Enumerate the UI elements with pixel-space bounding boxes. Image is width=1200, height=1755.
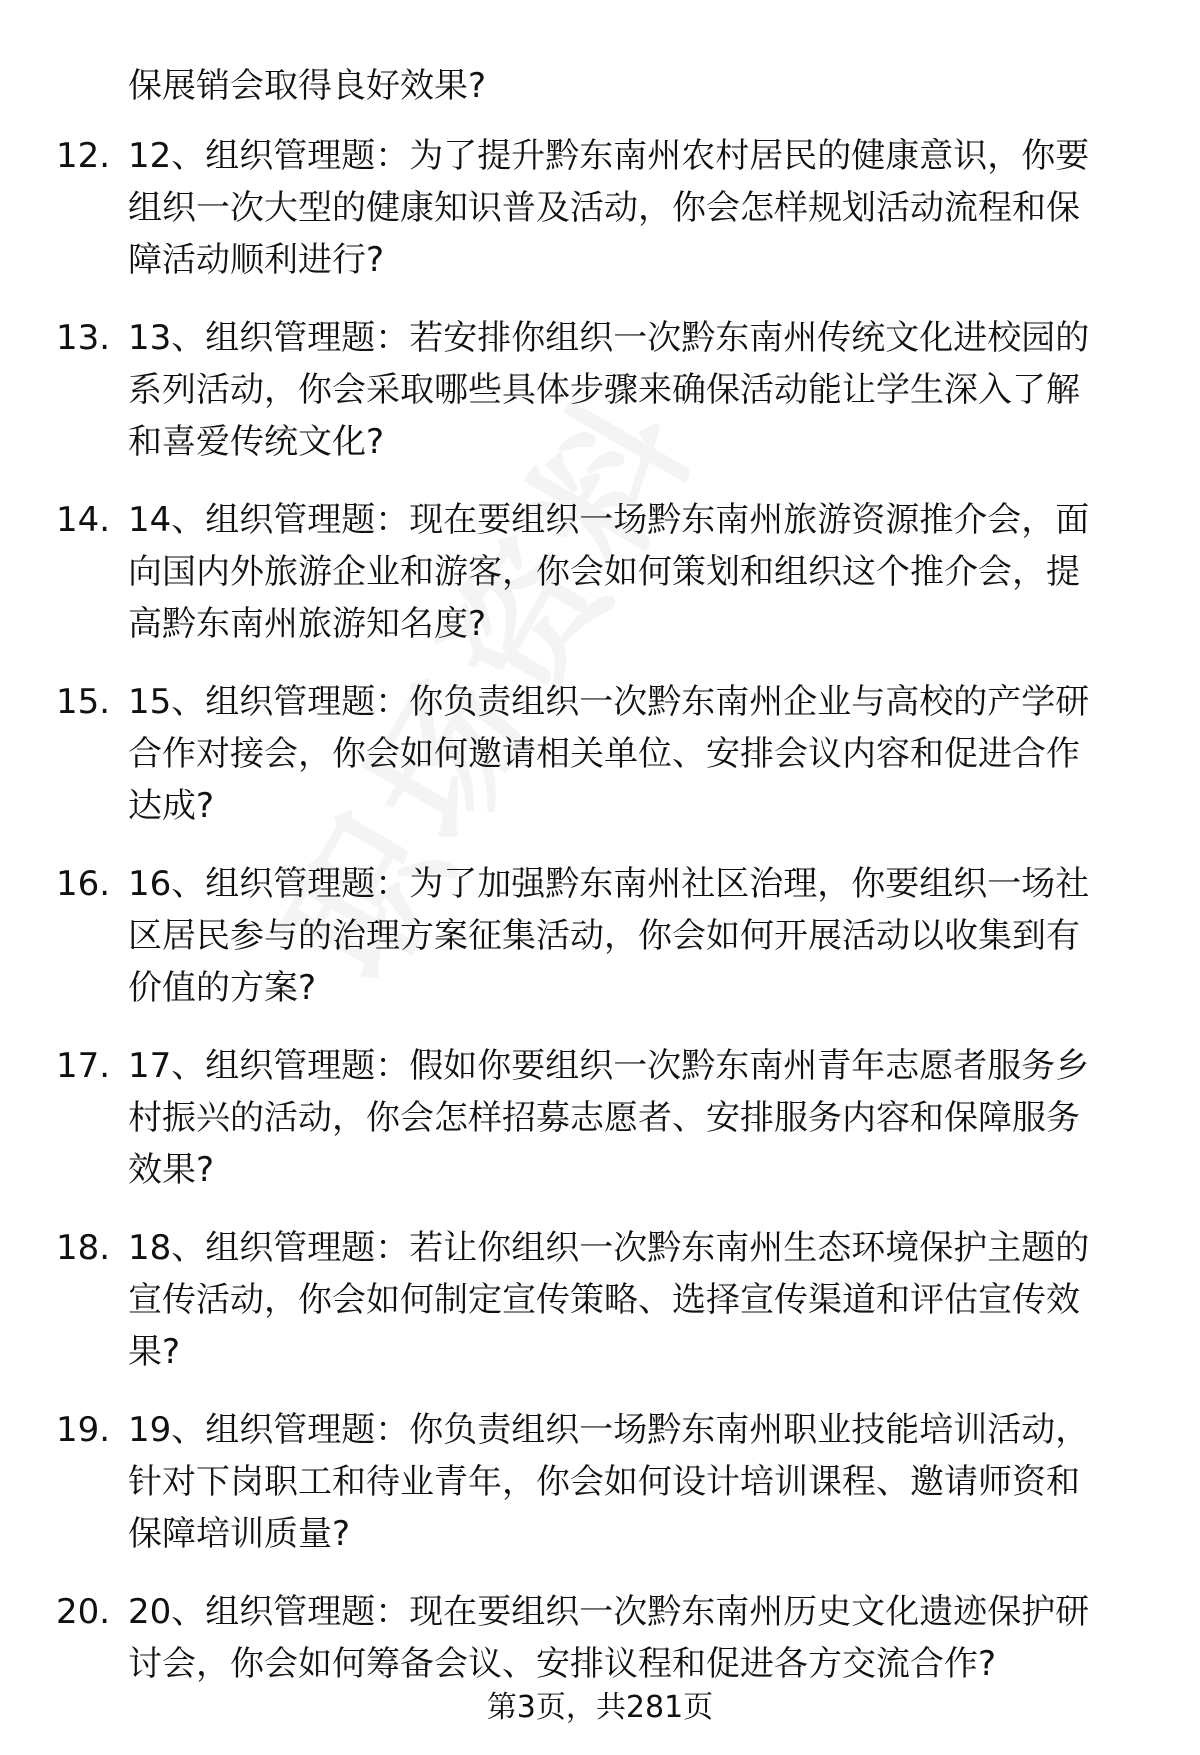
- question-line: 14、组织管理题：现在要组织一场黔东南州旅游资源推介会，面: [128, 500, 1090, 540]
- question-line: 和喜爱传统文化?: [128, 422, 385, 462]
- question-text: [128, 858, 1148, 1014]
- question-line: 18、组织管理题：若让你组织一次黔东南州生态环境保护主题的: [128, 1228, 1090, 1268]
- question-line: 区居民参与的治理方案征集活动，你会如何开展活动以收集到有: [128, 916, 1080, 956]
- question-line: 组织一次大型的健康知识普及活动，你会怎样规划活动流程和保: [128, 188, 1080, 228]
- question-line: 讨会，你会如何筹备会议、安排议程和促进各方交流合作?: [128, 1644, 997, 1684]
- question-text: [128, 312, 1148, 468]
- continuation-text: 保展销会取得良好效果?: [128, 66, 487, 106]
- question-line: 针对下岗职工和待业青年，你会如何设计培训课程、邀请师资和: [128, 1462, 1080, 1502]
- question-line: 13、组织管理题：若安排你组织一次黔东南州传统文化进校园的: [128, 318, 1090, 358]
- question-line: 果?: [128, 1332, 181, 1372]
- question-text: [128, 676, 1148, 832]
- question-line: 向国内外旅游企业和游客，你会如何策划和组织这个推介会，提: [128, 552, 1080, 592]
- question-number: 17.: [56, 1046, 111, 1086]
- question-line: 村振兴的活动，你会怎样招募志愿者、安排服务内容和保障服务: [128, 1098, 1080, 1138]
- question-number: 14.: [56, 500, 111, 540]
- question-line: 障活动顺利进行?: [128, 240, 385, 280]
- question-number: 18.: [56, 1228, 111, 1268]
- question-line: 达成?: [128, 786, 215, 826]
- question-line: 保障培训质量?: [128, 1514, 351, 1554]
- question-number: 19.: [56, 1410, 111, 1450]
- question-line: 20、组织管理题：现在要组织一次黔东南州历史文化遗迹保护研: [128, 1592, 1090, 1632]
- question-line: 19、组织管理题：你负责组织一场黔东南州职业技能培训活动，: [128, 1410, 1090, 1450]
- question-line: 价值的方案?: [128, 968, 317, 1008]
- question-number: 13.: [56, 318, 111, 358]
- question-line: 系列活动，你会采取哪些具体步骤来确保活动能让学生深入了解: [128, 370, 1080, 410]
- question-line: 12、组织管理题：为了提升黔东南州农村居民的健康意识，你要: [128, 136, 1090, 176]
- question-text: [128, 494, 1148, 650]
- question-text: [128, 1222, 1148, 1378]
- question-line: 高黔东南州旅游知名度?: [128, 604, 487, 644]
- question-line: 16、组织管理题：为了加强黔东南州社区治理，你要组织一场社: [128, 864, 1090, 904]
- question-number: 15.: [56, 682, 111, 722]
- question-text: [128, 1040, 1148, 1196]
- question-number: 20.: [56, 1592, 111, 1632]
- question-number: 12.: [56, 136, 111, 176]
- question-text: [128, 1586, 1148, 1690]
- question-text: [128, 130, 1148, 286]
- question-line: 宣传活动，你会如何制定宣传策略、选择宣传渠道和评估宣传效: [128, 1280, 1080, 1320]
- question-number: 16.: [56, 864, 111, 904]
- question-line: 效果?: [128, 1150, 215, 1190]
- page-footer: 第3页，共281页: [486, 1690, 714, 1725]
- question-line: 15、组织管理题：你负责组织一次黔东南州企业与高校的产学研: [128, 682, 1090, 722]
- question-line: 合作对接会，你会如何邀请相关单位、安排会议内容和促进合作: [128, 734, 1080, 774]
- question-text: [128, 1404, 1148, 1560]
- question-line: 17、组织管理题：假如你要组织一次黔东南州青年志愿者服务乡: [128, 1046, 1090, 1086]
